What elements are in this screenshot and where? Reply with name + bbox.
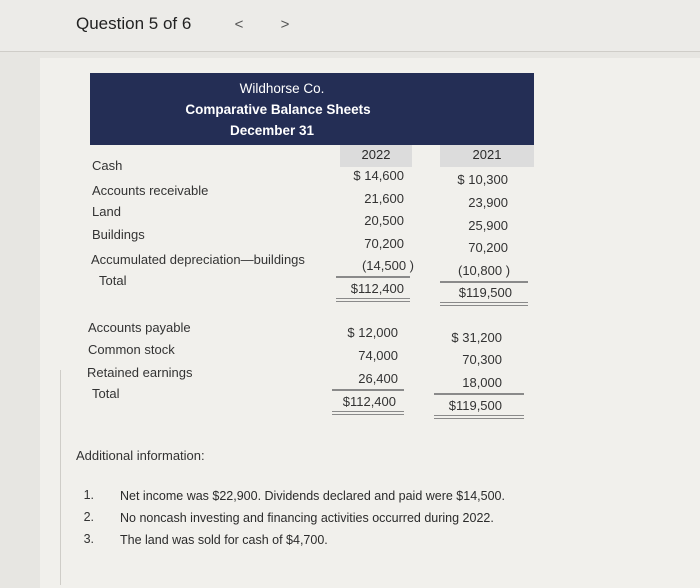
note-number: 3. [83, 532, 94, 546]
row-label-buildings: Buildings [92, 227, 145, 242]
subtotal-rule-2021 [440, 281, 528, 283]
divider [60, 370, 61, 585]
cell-buildings-2021: 70,200 [468, 240, 508, 255]
column-header-2021: 2021 [440, 145, 534, 167]
cell-accum-dep-2022: (14,500 ) [361, 258, 414, 273]
cell-buildings-2022: 70,200 [364, 236, 404, 251]
total-double-rule-liab-2022 [332, 411, 404, 415]
note-text: The land was sold for cash of $4,700. [120, 533, 328, 547]
cell-ar-2022: 21,600 [364, 191, 404, 206]
column-header-2022: 2022 [340, 145, 412, 167]
cell-common-stock-2022: 74,000 [358, 348, 398, 363]
cell-land-2021: 25,900 [468, 218, 508, 233]
subtotal-rule-2022 [336, 276, 410, 278]
cell-liabilities-total-2021: $119,500 [448, 398, 502, 413]
cell-land-2022: 20,500 [364, 213, 404, 228]
row-label-land: Land [92, 204, 121, 219]
total-double-rule-liab-2021 [434, 415, 524, 419]
total-double-rule-2022 [336, 298, 410, 302]
next-question-button[interactable]: > [280, 16, 290, 33]
note-number: 1. [83, 488, 94, 502]
question-counter: Question 5 of 6 [76, 14, 192, 33]
cell-cash-2022: $ 14,600 [353, 168, 404, 183]
cell-liabilities-total-2022: $112,400 [342, 394, 396, 409]
cell-ap-2022: $ 12,000 [347, 325, 398, 340]
cell-assets-total-2022: $112,400 [350, 281, 404, 296]
cell-ap-2021: $ 31,200 [451, 330, 502, 345]
subtotal-rule-liab-2022 [332, 389, 404, 391]
previous-question-button[interactable]: < [234, 16, 244, 33]
row-label-accumulated-depreciation: Accumulated depreciation—buildings [91, 252, 305, 267]
cell-retained-earnings-2022: 26,400 [358, 371, 398, 386]
cell-accum-dep-2021: (10,800 ) [458, 263, 511, 278]
note-number: 2. [83, 510, 94, 524]
row-label-accounts-receivable: Accounts receivable [92, 183, 209, 198]
cell-common-stock-2021: 70,300 [462, 352, 502, 367]
note-text: No noncash investing and financing activities occurred during 2022. [120, 511, 494, 525]
question-header [0, 0, 700, 52]
row-label-cash: Cash [92, 158, 123, 173]
statement-header [90, 73, 534, 145]
statement-title: Comparative Balance Sheets [185, 102, 371, 117]
row-label-assets-total: Total [99, 273, 127, 288]
row-label-retained-earnings: Retained earnings [87, 365, 193, 380]
note-text: Net income was $22,900. Dividends declared and paid were $14,500. [120, 489, 505, 503]
row-label-accounts-payable: Accounts payable [88, 320, 191, 335]
cell-ar-2021: 23,900 [468, 195, 508, 210]
company-name: Wildhorse Co. [239, 81, 325, 96]
cell-cash-2021: $ 10,300 [457, 172, 508, 187]
additional-info-heading: Additional information: [76, 448, 205, 463]
cell-assets-total-2021: $119,500 [458, 285, 512, 300]
cell-retained-earnings-2021: 18,000 [462, 375, 502, 390]
row-label-liabilities-total: Total [92, 386, 120, 401]
row-label-common-stock: Common stock [88, 342, 175, 357]
subtotal-rule-liab-2021 [434, 393, 524, 395]
statement-date: December 31 [229, 123, 315, 138]
total-double-rule-2021 [440, 302, 528, 306]
